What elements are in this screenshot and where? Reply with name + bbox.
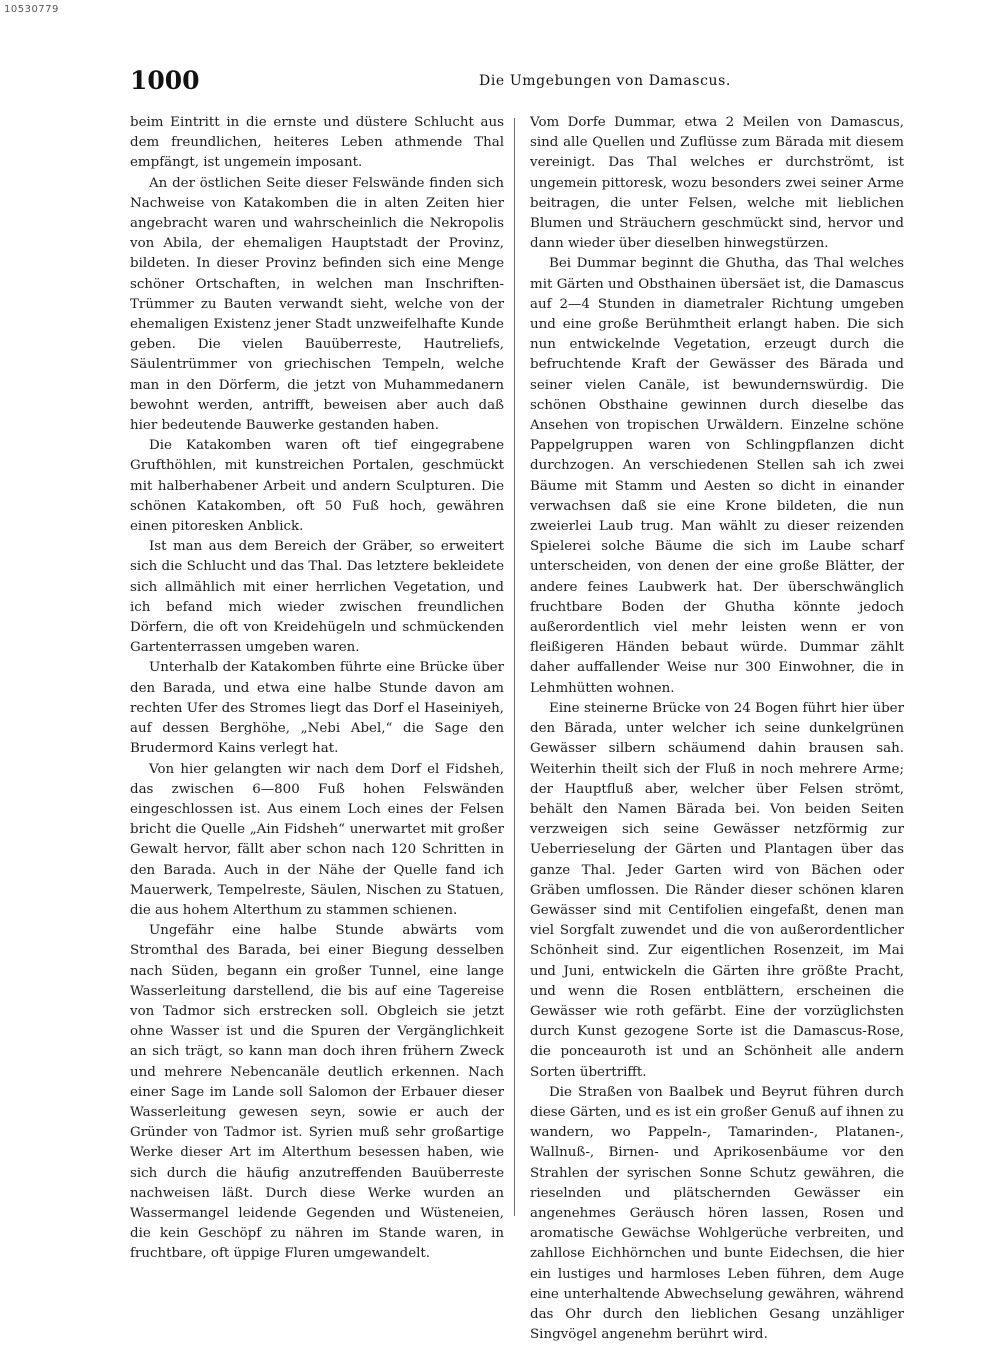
running-title: Die Umgebungen von Damascus. <box>479 73 731 89</box>
left-text-column <box>130 113 504 1265</box>
paragraph: Die Katakomben waren oft tief eingegrabene Grufthöhlen, mit kunstreichen Portalen, geschmückt mit halberhabener Arbeit und andern Sculpturen. Die schönen Katakomben, oft 50 Fuß hoch, gewähren einen pitoresken Anblick. <box>130 438 504 535</box>
paragraph: Unterhalb der Katakomben führte eine Brücke über den Barada, und etwa eine halbe Stunde davon am rechten Ufer des Stromes liegt das Dorf el Haseiniyeh, auf dessen Berghöhe, „Nebi Abel,“ die Sage den Brudermord Kains verlegt hat. <box>130 660 504 757</box>
paragraph: Von hier gelangten wir nach dem Dorf el Fidsheh, das zwischen 6—800 Fuß hohen Felswänden eingeschlossen ist. Aus einem Loch eines der Felsen bricht die Quelle „Ain Fidsheh“ unerwartet mit großer Gewalt hervor, fällt aber schon nach 120 Schritten in den Barada. Auch in der Nähe der Quelle fand ich Mauerwerk, Tempelreste, Säulen, Nischen zu Statuen, die aus hohem Alterthum zu stammen schienen. <box>130 761 504 918</box>
paragraph: Bei Dummar beginnt die Ghutha, das Thal welches mit Gärten und Obsthainen übersäet ist, die Damascus auf 2—4 Stunden in diametraler Richtung umgeben und eine große Berühmtheit erlangt haben. Die sich nun entwickelnde Vegetation, erzeugt durch die befruchtende Kraft der Gewässer des Bärada und seiner vielen Canäle, ist bewundernswürdig. Die schönen Obsthaine gewinnen durch dieselbe das Ansehen von tropischen Urwäldern. Einzelne schöne Pappelgruppen waren von Schlingpflanzen dicht durchzogen. An verschiedenen Stellen sah ich zwei Bäume mit Stamm und Aesten so dicht in einander verwachsen daß sie eine Krone bildeten, die nun zweierlei Laub trug. Man wählt zu dieser reizenden Spielerei solche Bäume die sich im Laube scharf unterscheiden, von denen der eine große Blätter, der andere feines Laubwerk hat. Der überschwänglich fruchtbare Boden der Ghutha könnte jedoch außerordentlich viel mehr leisten wenn er von fleißigeren Händen bebaut würde. Dummar zählt daher auffallender Weise nur 300 Einwohner, die in Lehmhütten wohnen. <box>530 256 904 696</box>
paragraph: Vom Dorfe Dummar, etwa 2 Meilen von Damascus, sind alle Quellen und Zuflüsse zum Bärada mit diesem vereinigt. Das Thal welches er durchströmt, ist ungemein pittoresk, wozu besonders zwei seiner Arme beitragen, die unter Felsen, welche mit lieblichen Blumen und Sträuchern geschmückt sind, hervor und dann wieder über dieselben hinwegstürzen. <box>530 115 904 252</box>
right-text-column <box>530 113 904 1345</box>
scan-id-label: 10530779 <box>4 4 59 15</box>
paragraph: beim Eintritt in die ernste und düstere Schlucht aus dem freundlichen, heiteres Leben athmende Thal empfängt, ist ungemein imposant. <box>130 115 504 171</box>
page-number: 1000 <box>130 66 200 95</box>
paragraph: Ist man aus dem Bereich der Gräber, so erweitert sich die Schlucht und das Thal. Das letztere bekleidete sich allmählich mit einer herrlichen Vegetation, und ich befand mich wieder zwischen freundlichen Dörfern, die oft von Kreidehügeln und schmückenden Gartenterrassen umgeben waren. <box>130 539 504 656</box>
paragraph: Eine steinerne Brücke von 24 Bogen führt hier über den Bärada, unter welcher ich seine dunkelgrünen Gewässer silbern schäumend dahin brausen sah. Weiterhin theilt sich der Fluß in noch mehrere Arme; der Hauptfluß aber, welcher über Felsen strömt, behält den Namen Bärada bei. Von beiden Seiten verzweigen sich seine Gewässer netzförmig zur Ueberrieselung der Gärten und Plantagen über das ganze Thal. Jeder Garten wird von Bächen oder Gräben umflossen. Die Ränder dieser schönen klaren Gewässer sind mit Centifolien eingefaßt, denen man viel Sorgfalt zuwendet und die von außerordentlicher Schönheit sind. Zur eigentlichen Rosenzeit, im Mai und Juni, entwickeln die Gärten ihre größte Pracht, und wenn die Rosen entblättern, erscheinen die Gewässer wie roth gefärbt. Eine der vorzüglichsten durch Kunst gezogene Sorte ist die Damascus-Rose, die ponceauroth ist und an Schönheit alle andern Sorten übertrifft. <box>530 700 904 1080</box>
paragraph: Ungefähr eine halbe Stunde abwärts vom Stromthal des Barada, bei einer Biegung desselben nach Süden, begann ein großer Tunnel, eine lange Wasserleitung darstellend, die bis auf eine Tagereise von Tadmor sich erstrecken soll. Obgleich sie jetzt ohne Wasser ist und die Spuren der Vergänglichkeit an sich trägt, so kann man doch ihren frühern Zweck und mehrere Nebencanäle deutlich erkennen. Nach einer Sage im Lande soll Salomon der Erbauer dieser Wasserleitung gewesen seyn, sowie er auch der Gründer von Tadmor ist. Syrien muß sehr großartige Werke dieser Art im Alterthum besessen haben, wie sich durch die häufig anzutreffenden Bauüberreste nachweisen läßt. Durch diese Werke wurden an Wassermangel leidende Gegenden und Wüsteneien, die kein Geschöpf zu nähren im Stande waren, in fruchtbare, oft üppige Fluren umgewandelt. <box>130 923 504 1262</box>
paragraph: An der östlichen Seite dieser Felswände finden sich Nachweise von Katakomben die in alten Zeiten hier angebracht waren und wahrscheinlich die Nekropolis von Abila, der ehemaligen Hauptstadt der Provinz, bildeten. In dieser Provinz befinden sich eine Menge schöner Ortschaften, in welchen man Inschriften-Trümmer zu Bauten verwandt sieht, welche von der ehemaligen Existenz jener Stadt unzweifelhafte Kunde geben. Die vielen Bauüberreste, Hautreliefs, Säulentrümmer von griechischen Tempeln, welche man in den Dörferm, die jetzt von Muhammedanern bewohnt werden, antrifft, beweisen aber auch daß hier bedeutende Bauwerke gestanden haben. <box>130 175 504 434</box>
paragraph: Die Straßen von Baalbek und Beyrut führen durch diese Gärten, und es ist ein großer Genuß auf ihnen zu wandern, wo Pappeln-, Tamarinden-, Platanen-, Wallnuß-, Birnen- und Aprikosenbäume vor den Strahlen der syrischen Sonne Schutz gewähren, die rieselnden und plätschernden Gewässer ein angenehmes Geräusch hören lassen, Rosen und aromatische Gewächse Wohlgerüche verbreiten, und zahllose Eichhörnchen und bunte Eidechsen, die hier ein lustiges und harmloses Leben führen, dem Auge eine unterhaltende Abwechselung gewähren, während das Ohr durch den lieblichen Gesang unzähliger Singvögel angenehm berührt wird. <box>530 1084 904 1343</box>
column-divider <box>514 118 515 1216</box>
